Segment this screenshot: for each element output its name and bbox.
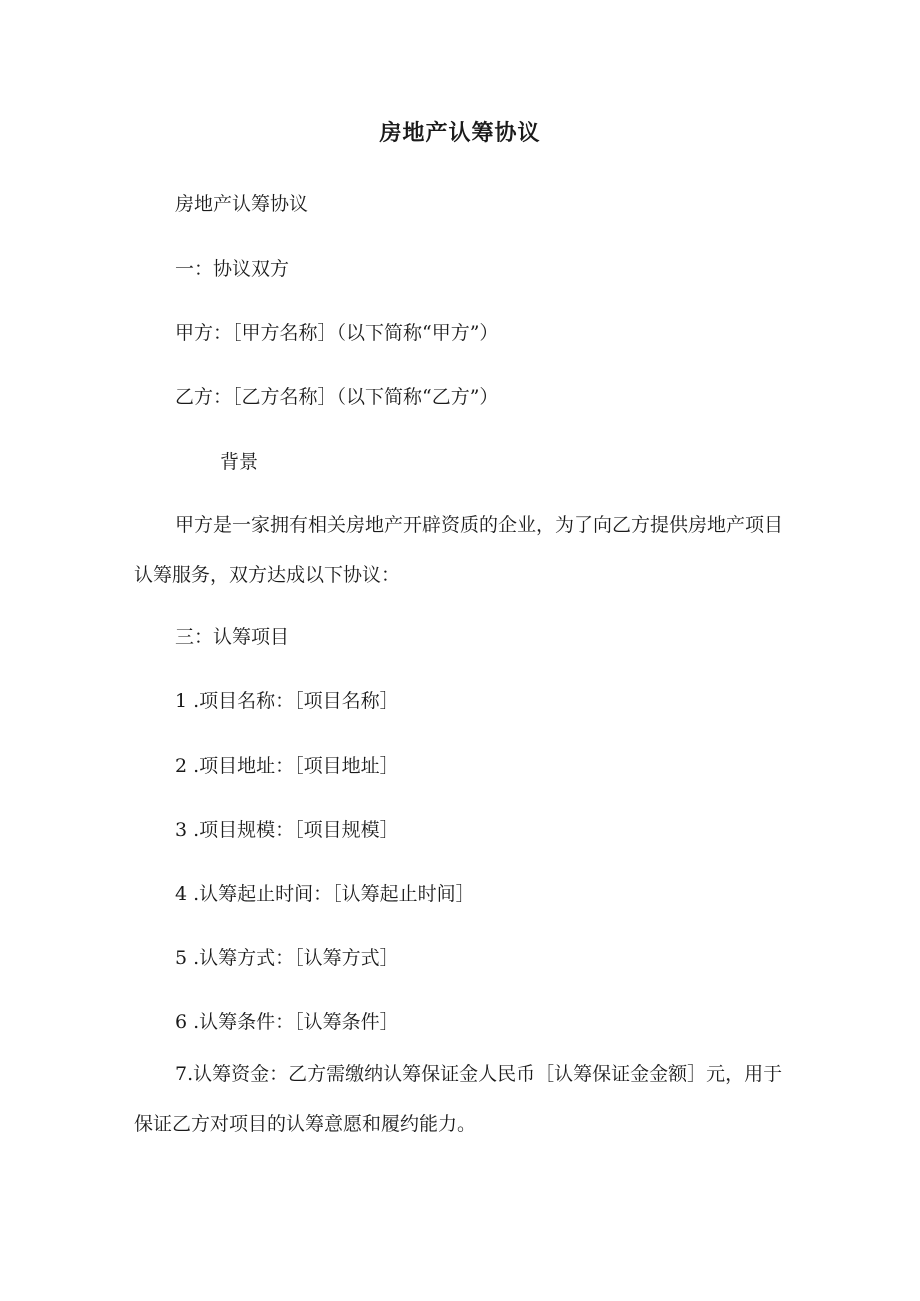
section-background-heading: 背景 <box>220 451 259 473</box>
background-paragraph: 甲方是一家拥有相关房地产开辟资质的企业，为了向乙方提供房地产项目认筹服务，双方达成以下协议： <box>134 514 784 586</box>
section-project-heading: 三：认筹项目 <box>175 626 290 648</box>
section-parties-heading: 一：协议双方 <box>175 258 290 280</box>
project-item-5: 5 .认筹方式：［认筹方式］ <box>175 947 399 969</box>
party-a-line: 甲方：［甲方名称］（以下简称“甲方”） <box>175 322 499 344</box>
project-item-3: 3 .项目规模：［项目规模］ <box>175 819 399 841</box>
project-item-1: 1 .项目名称：［项目名称］ <box>175 690 399 712</box>
project-item-2: 2 .项目地址：［项目地址］ <box>175 755 399 777</box>
document-subtitle: 房地产认筹协议 <box>175 193 309 215</box>
party-b-line: 乙方：［乙方名称］（以下简称“乙方”） <box>175 386 499 408</box>
project-item-4: 4 .认筹起止时间：［认筹起止时间］ <box>175 883 475 905</box>
project-item-7-paragraph: 7.认筹资金：乙方需缴纳认筹保证金人民币［认筹保证金金额］元，用于保证乙方对项目的认筹意愿和履约能力。 <box>134 1063 783 1135</box>
document-title: 房地产认筹协议 <box>379 121 541 146</box>
project-item-6: 6 .认筹条件：［认筹条件］ <box>175 1011 399 1033</box>
